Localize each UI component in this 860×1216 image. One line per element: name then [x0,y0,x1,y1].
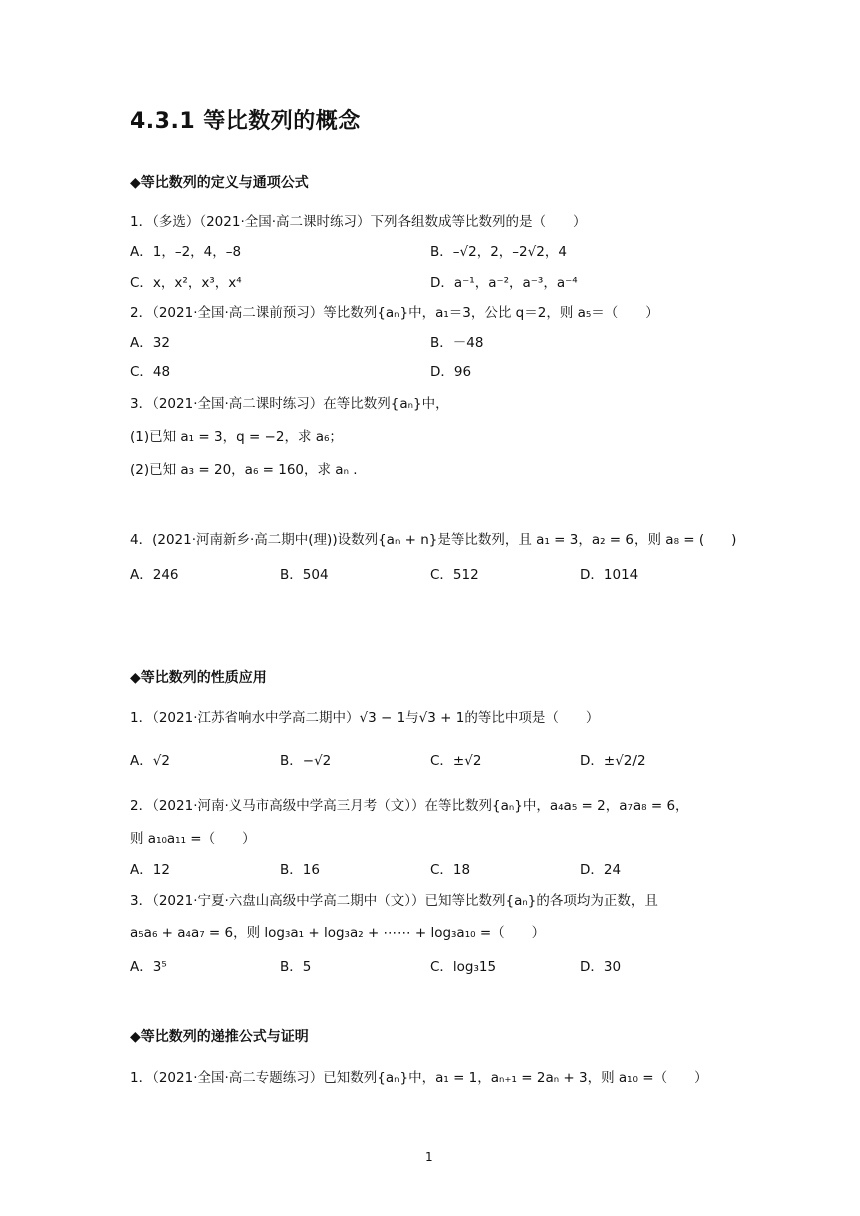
option-d: D．30 [580,959,622,975]
question-stem: 2．（2021·全国·高二课前预习）等比数列{aₙ}中，a₁＝3，公比 q＝2，则 a₅＝（ ） [130,305,659,321]
option-c: C．±√2 [430,753,482,769]
question-stem-continued: a₅a₆ + a₄a₇ = 6，则 log₃a₁ + log₃a₂ + ⋯⋯ + log₃a₁₀ =（ ） [130,925,546,941]
document-title: 4.3.1 等比数列的概念 [130,109,361,134]
page-number: 1 [425,1150,433,1164]
question-part: (1)已知 a₁ = 3，q = −2，求 a₆； [130,429,343,445]
section-heading: ◆等比数列的性质应用 [130,670,267,686]
option-b: B．−√2 [280,753,332,769]
option-c: C．18 [430,862,471,878]
question-stem: 3．（2021·全国·高二课时练习）在等比数列{aₙ}中， [130,396,449,412]
option-c: C．x，x²，x³，x⁴ [130,275,242,291]
question-stem: 1．（多选）（2021·全国·高二课时练习）下列各组数成等比数列的是（ ） [130,214,587,230]
option-c: C．log₃15 [430,959,497,975]
option-b: B．16 [280,862,320,878]
section-heading: ◆等比数列的递推公式与证明 [130,1029,309,1045]
question-stem: 1．（2021·全国·高二专题练习）已知数列{aₙ}中，a₁ = 1，aₙ₊₁ = 2aₙ + 3，则 a₁₀ =（ ） [130,1070,708,1086]
question-stem: 4．(2021·河南新乡·高二期中(理))设数列{aₙ + n}是等比数列，且 a₁ = 3，a₂ = 6，则 a₈ = ( ) [130,532,737,548]
question-stem: 1．（2021·江苏省响水中学高二期中）√3 − 1与√3 + 1的等比中项是（ ） [130,710,600,726]
option-c: C．48 [130,364,171,380]
question-stem: 3．（2021·宁夏·六盘山高级中学高二期中（文））已知等比数列{aₙ}的各项均为正数，且 [130,893,658,909]
option-a: A．1，–2，4，–8 [130,244,242,260]
option-b: B．5 [280,959,312,975]
option-d: D．±√2/2 [580,753,646,769]
option-b: B．504 [280,567,329,583]
option-d: D．1014 [580,567,639,583]
section-heading: ◆等比数列的定义与通项公式 [130,175,309,191]
option-a: A．√2 [130,753,170,769]
option-c: C．512 [430,567,479,583]
option-a: A．12 [130,862,170,878]
question-stem: 2．（2021·河南·义马市高级中学高三月考（文））在等比数列{aₙ}中，a₄a₅ = 2，a₇a₈ = 6， [130,798,689,814]
option-a: A．246 [130,567,179,583]
option-a: A．32 [130,335,170,351]
option-d: D．a⁻¹，a⁻²，a⁻³，a⁻⁴ [430,275,578,291]
question-stem-continued: 则 a₁₀a₁₁ =（ ） [130,831,256,847]
question-part: (2)已知 a₃ = 20，a₆ = 160，求 aₙ . [130,462,358,478]
option-b: B．－48 [430,335,484,351]
option-d: D．96 [430,364,472,380]
option-a: A．3⁵ [130,959,167,975]
option-d: D．24 [580,862,622,878]
option-b: B．–√2，2，–2√2，4 [430,244,567,260]
